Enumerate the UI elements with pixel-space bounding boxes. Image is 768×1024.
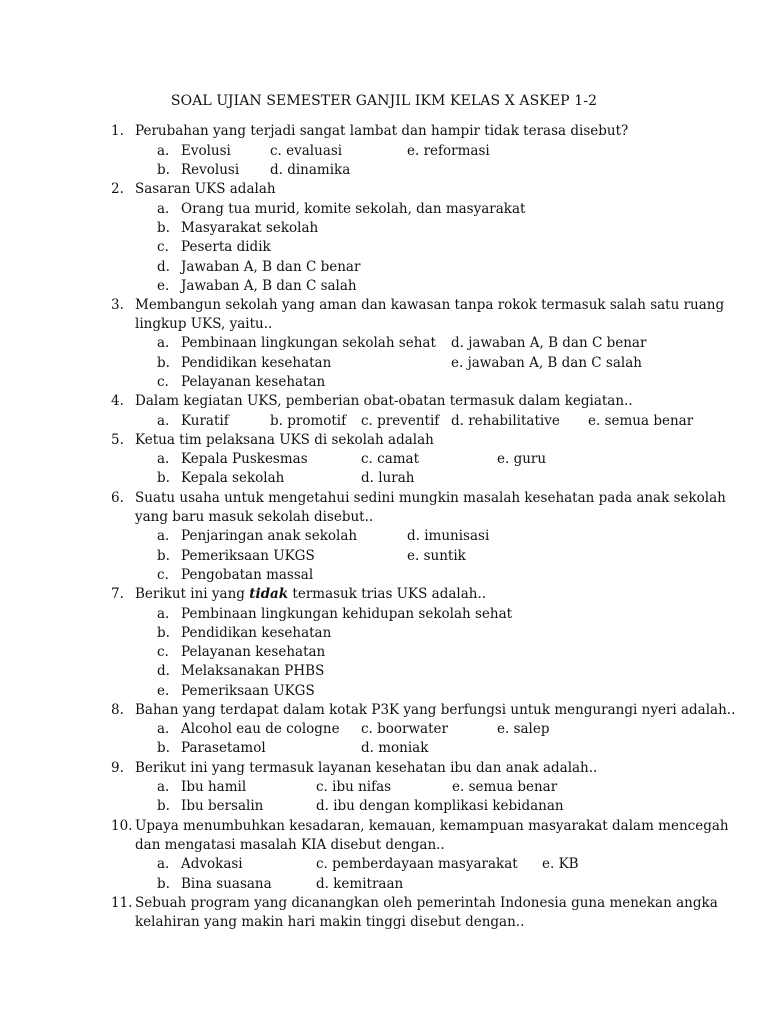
question-text-start: Berikut ini yang [135, 586, 250, 602]
question-text-continued: dan mengatasi masalah KIA disebut dengan.. [135, 837, 445, 853]
option: e. semua benar [588, 413, 694, 429]
question-number: 11. [111, 895, 133, 911]
option-letter: c. [157, 374, 169, 390]
option: c. boorwater [361, 721, 448, 737]
option: d. imunisasi [407, 528, 490, 544]
option-letter: b. [157, 740, 170, 756]
question-text: Upaya menumbuhkan kesadaran, kemauan, kemampuan masyarakat dalam mencegah [135, 818, 729, 834]
option-letter: a. [157, 779, 170, 795]
question-number: 5. [111, 432, 124, 448]
option: Pemeriksaan UKGS [181, 683, 315, 699]
option: d. dinamika [270, 162, 351, 178]
option: Ibu hamil [181, 779, 247, 795]
question-text: Perubahan yang terjadi sangat lambat dan hampir tidak terasa disebut? [135, 123, 629, 139]
question-number: 10. [111, 818, 133, 834]
option: Ibu bersalin [181, 798, 264, 814]
option-letter: b. [157, 798, 170, 814]
option: c. evaluasi [270, 143, 343, 159]
option: e. suntik [407, 548, 466, 564]
question-text-continued: lingkup UKS, yaitu.. [135, 316, 273, 332]
option: Pelayanan kesehatan [181, 374, 326, 390]
option: Alcohol eau de cologne [181, 721, 340, 737]
question-number: 1. [111, 123, 124, 139]
question-number: 4. [111, 393, 124, 409]
option-letter: b. [157, 876, 170, 892]
option: Bina suasana [181, 876, 272, 892]
option-letter: a. [157, 335, 170, 351]
question-text: Sasaran UKS adalah [135, 181, 276, 197]
option-letter: a. [157, 413, 170, 429]
option-letter: c. [157, 644, 169, 660]
question-text-end: termasuk trias UKS adalah.. [288, 586, 487, 602]
option: d. kemitraan [316, 876, 404, 892]
option: b. promotif [270, 413, 347, 429]
question-text: Suatu usaha untuk mengetahui sedini mungkin masalah kesehatan pada anak sekolah [135, 490, 726, 506]
question-text: Sebuah program yang dicanangkan oleh pemerintah Indonesia guna menekan angka [135, 895, 718, 911]
option-letter: e. [157, 278, 170, 294]
option: Pengobatan massal [181, 567, 314, 583]
option: Kepala sekolah [181, 470, 285, 486]
option-letter: a. [157, 143, 170, 159]
page-title: SOAL UJIAN SEMESTER GANJIL IKM KELAS X ASKEP 1-2 [170, 93, 598, 109]
option: c. ibu nifas [316, 779, 392, 795]
option: d. jawaban A, B dan C benar [451, 335, 647, 351]
option: c. preventif [361, 413, 440, 429]
option: d. moniak [361, 740, 429, 756]
option: e. guru [497, 451, 547, 467]
question-number: 7. [111, 586, 124, 602]
option: Jawaban A, B dan C salah [181, 278, 357, 294]
option: Pendidikan kesehatan [181, 625, 332, 641]
option-letter: b. [157, 625, 170, 641]
option: d. lurah [361, 470, 415, 486]
option-letter: a. [157, 201, 170, 217]
question-text [135, 586, 486, 602]
question-text: Bahan yang terdapat dalam kotak P3K yang berfungsi untuk mengurangi nyeri adalah.. [135, 702, 736, 718]
option: Jawaban A, B dan C benar [181, 259, 361, 275]
option: Melaksanakan PHBS [181, 663, 325, 679]
option: Pembinaan lingkungan kehidupan sekolah sehat [181, 606, 513, 622]
question-number: 3. [111, 297, 124, 313]
option: Pelayanan kesehatan [181, 644, 326, 660]
option-letter: c. [157, 239, 169, 255]
option: Kepala Puskesmas [181, 451, 308, 467]
option: Advokasi [181, 856, 243, 872]
option-letter: a. [157, 721, 170, 737]
option-letter: e. [157, 683, 170, 699]
option-letter: b. [157, 548, 170, 564]
option: Revolusi [181, 162, 240, 178]
option: e. jawaban A, B dan C salah [451, 355, 642, 371]
option-letter: b. [157, 220, 170, 236]
option: Pembinaan lingkungan sekolah sehat [181, 335, 436, 351]
option: Pendidikan kesehatan [181, 355, 332, 371]
option-letter: b. [157, 355, 170, 371]
option: e. KB [542, 856, 579, 872]
option: d. ibu dengan komplikasi kebidanan [316, 798, 564, 814]
question-text: Dalam kegiatan UKS, pemberian obat-obatan termasuk dalam kegiatan.. [135, 393, 633, 409]
option: c. pemberdayaan masyarakat [316, 856, 518, 872]
option-letter: d. [157, 663, 170, 679]
option-letter: a. [157, 528, 170, 544]
question-text-continued: yang baru masuk sekolah disebut.. [135, 509, 374, 525]
option-letter: d. [157, 259, 170, 275]
option-letter: a. [157, 451, 170, 467]
question-number: 9. [111, 760, 124, 776]
option: Penjaringan anak sekolah [181, 528, 358, 544]
option: d. rehabilitative [451, 413, 560, 429]
option-letter: c. [157, 567, 169, 583]
option-letter: a. [157, 856, 170, 872]
option: e. reformasi [407, 143, 490, 159]
option: e. semua benar [452, 779, 558, 795]
option-letter: a. [157, 606, 170, 622]
option-letter: b. [157, 162, 170, 178]
emphasis-word: tidak [249, 586, 289, 602]
option: Masyarakat sekolah [181, 220, 319, 236]
option: e. salep [497, 721, 550, 737]
option: Kuratif [181, 413, 229, 429]
option: Orang tua murid, komite sekolah, dan masyarakat [181, 201, 526, 217]
question-number: 6. [111, 490, 124, 506]
question-number: 8. [111, 702, 124, 718]
question-text: Berikut ini yang termasuk layanan kesehatan ibu dan anak adalah.. [135, 760, 598, 776]
option: Peserta didik [181, 239, 271, 255]
question-text-continued: kelahiran yang makin hari makin tinggi disebut dengan.. [135, 914, 525, 930]
option: Parasetamol [181, 740, 266, 756]
option: c. camat [361, 451, 420, 467]
question-number: 2. [111, 181, 124, 197]
option: Pemeriksaan UKGS [181, 548, 315, 564]
option: Evolusi [181, 143, 231, 159]
question-text: Membangun sekolah yang aman dan kawasan tanpa rokok termasuk salah satu ruang [135, 297, 725, 313]
option-letter: b. [157, 470, 170, 486]
question-text: Ketua tim pelaksana UKS di sekolah adalah [135, 432, 434, 448]
